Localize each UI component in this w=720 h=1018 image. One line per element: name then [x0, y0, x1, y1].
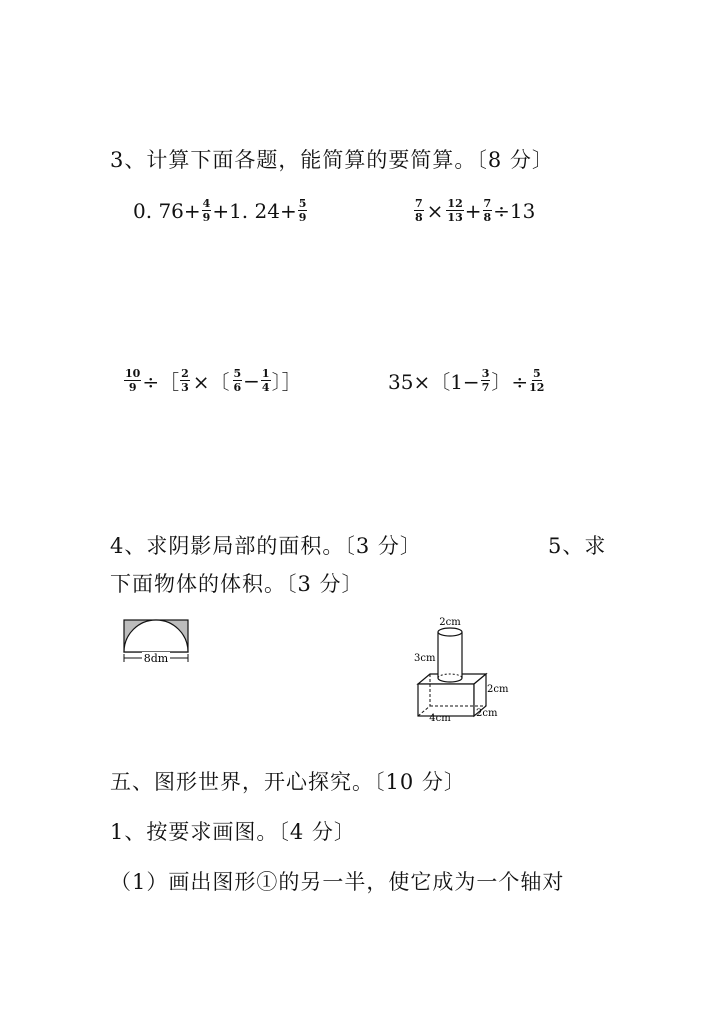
expression-2 [413, 198, 535, 223]
fraction: $\frac{7}{8}$ [415, 197, 423, 224]
fraction: $\frac{7}{8}$ [483, 197, 492, 224]
cylinder-diameter-label: 2cm [439, 617, 461, 628]
fraction: $\frac{4}{9}$ [202, 197, 211, 224]
cylinder-height-label: 3cm [414, 653, 436, 664]
expression-3 [123, 366, 302, 395]
expr4-part-b: 〕÷ [491, 370, 529, 394]
section-5-title: 五、图形世界，开心探究。〔10 分〕 [110, 770, 466, 794]
expression-4 [388, 366, 545, 395]
expr4-part-a: 35×〔1− [388, 370, 480, 394]
expr2-tail: ÷13 [493, 198, 536, 223]
shaded-area-figure [118, 614, 198, 664]
cuboid-length-label: 4cm [429, 713, 451, 724]
cuboid-height-label: 2cm [487, 684, 509, 695]
closing-brackets: 〕］ [271, 370, 302, 394]
dim-label: 8dm [143, 652, 169, 664]
section-5-q1: 1、按要求画图。〔4 分〕 [110, 820, 356, 844]
q5-title-rest: 下面物体的体积。〔3 分〕 [110, 572, 364, 596]
section-5-q1-1: （1）画出图形①的另一半，使它成为一个轴对 [110, 870, 565, 894]
q5-title-start: 5、求 [548, 534, 607, 558]
minus-sign: − [243, 368, 260, 393]
fraction: $\frac{2}{3}$ [181, 367, 189, 394]
times-paren: ×〔 [192, 370, 230, 394]
fraction: $\frac{5}{12}$ [529, 367, 545, 394]
cuboid-width-label: 2cm [476, 708, 498, 719]
fraction: $\frac{10}{9}$ [125, 367, 141, 394]
q4-title: 4、求阴影局部的面积。〔3 分〕 [110, 534, 422, 558]
fraction: $\frac{5}{6}$ [233, 367, 242, 394]
fraction: $\frac{12}{13}$ [447, 197, 463, 224]
divide-bracket: ÷［ [142, 370, 180, 394]
q3-title: 3、计算下面各题，能简算的要简算。〔8 分〕 [110, 148, 554, 172]
expr1-part-b: +1. 24+ [212, 198, 297, 223]
expression-1 [133, 198, 308, 223]
fraction: $\frac{3}{7}$ [481, 367, 490, 394]
times-sign: × [426, 198, 444, 223]
expr1-part-a: 0. 76+ [133, 198, 201, 223]
fraction: $\frac{1}{4}$ [261, 367, 270, 394]
fraction: $\frac{5}{9}$ [298, 197, 307, 224]
plus-sign: + [464, 198, 482, 223]
cylinder-cuboid-figure [410, 614, 520, 724]
